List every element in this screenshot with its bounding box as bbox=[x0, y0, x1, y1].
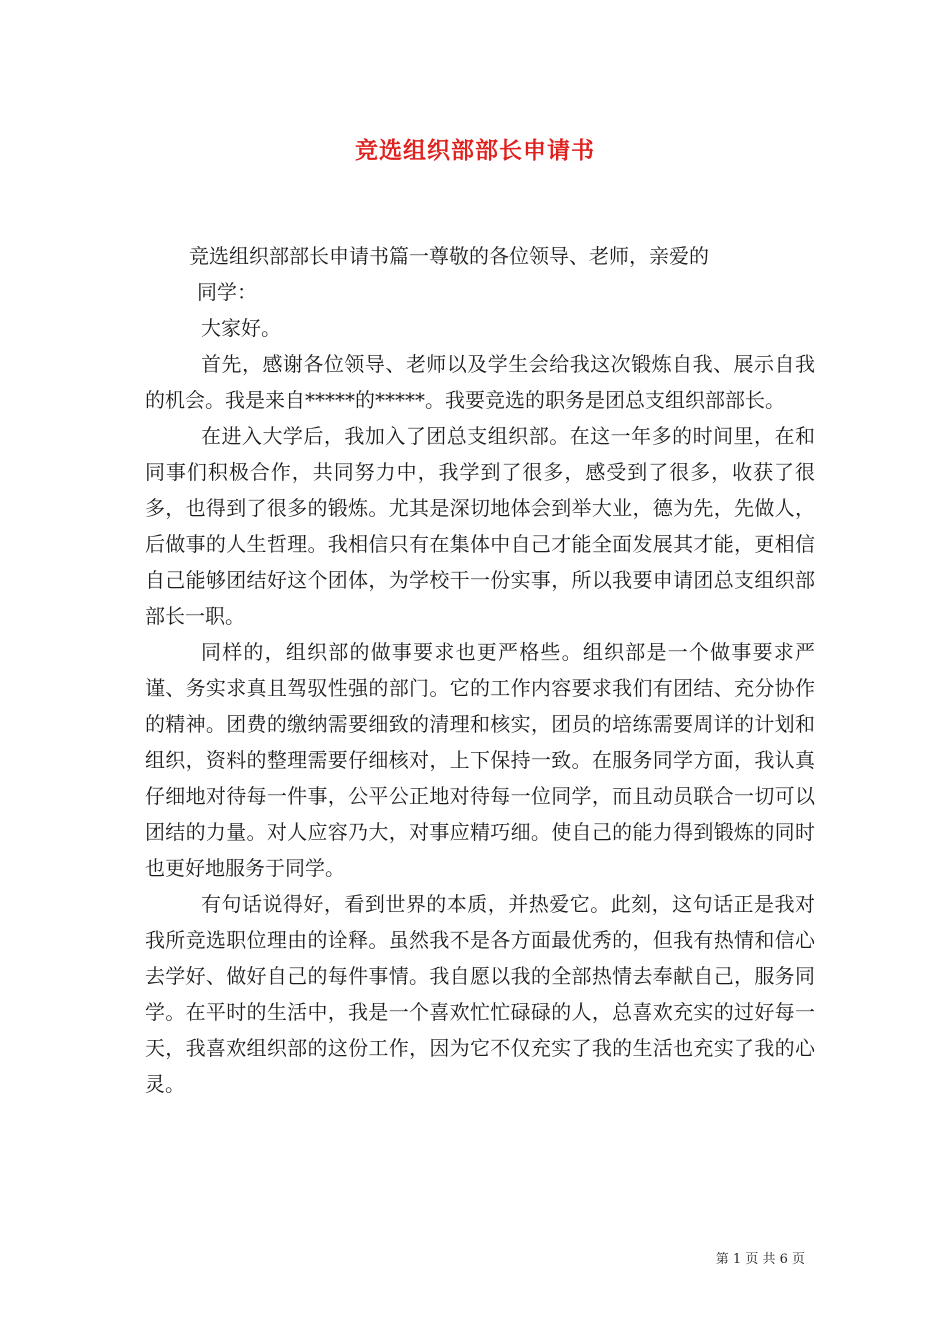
paragraph: 首先，感谢各位领导、老师以及学生会给我这次锻炼自我、展示自我的机会。我是来自*****的*****。我要竞选的职务是团总支组织部部长。 bbox=[145, 352, 815, 412]
paragraph: 在进入大学后，我加入了团总支组织部。在这一年多的时间里，在和同事们积极合作，共同努力中，我学到了很多，感受到了很多，收获了很多，也得到了很多的锻炼。尤其是深切地体会到举大业，德为先，先做人，后做事的人生哲理。我相信只有在集体中自己才能全面发展其才能，更相信自己能够团结好这个团体，为学校干一份实事，所以我要申请团总支组织部部长一职。 bbox=[145, 424, 815, 628]
opening-line: 竞选组织部部长申请书篇一尊敬的各位领导、老师，亲爱的 bbox=[189, 244, 709, 268]
document-body bbox=[145, 238, 815, 1102]
paragraph: 同样的，组织部的做事要求也更严格些。组织部是一个做事要求严谨、务实求真且驾驭性强的部门。它的工作内容要求我们有团结、充分协作的精神。团费的缴纳需要细致的清理和核实，团员的培练需要周详的计划和组织，资料的整理需要仔细核对，上下保持一致。在服务同学方面，我认真仔细地对待每一件事，公平公正地对待每一位同学，而且动员联合一切可以团结的力量。对人应容乃大，对事应精巧细。使自己的能力得到锻炼的同时也更好地服务于同学。 bbox=[145, 640, 815, 880]
paragraph: 有句话说得好，看到世界的本质，并热爱它。此刻，这句话正是我对我所竞选职位理由的诠释。虽然我不是各方面最优秀的，但我有热情和信心去学好、做好自己的每件事情。我自愿以我的全部热情去奉献自己，服务同学。在平时的生活中，我是一个喜欢忙忙碌碌的人，总喜欢充实的过好每一天，我喜欢组织部的这份工作，因为它不仅充实了我的生活也充实了我的心灵。 bbox=[145, 892, 815, 1096]
greeting: 大家好。 bbox=[201, 316, 281, 340]
opening-line-continuation: 同学： bbox=[197, 280, 257, 304]
document-title: 竞选组织部部长申请书 bbox=[355, 137, 595, 164]
page-number: 第 1 页 共 6 页 bbox=[715, 1252, 805, 1267]
